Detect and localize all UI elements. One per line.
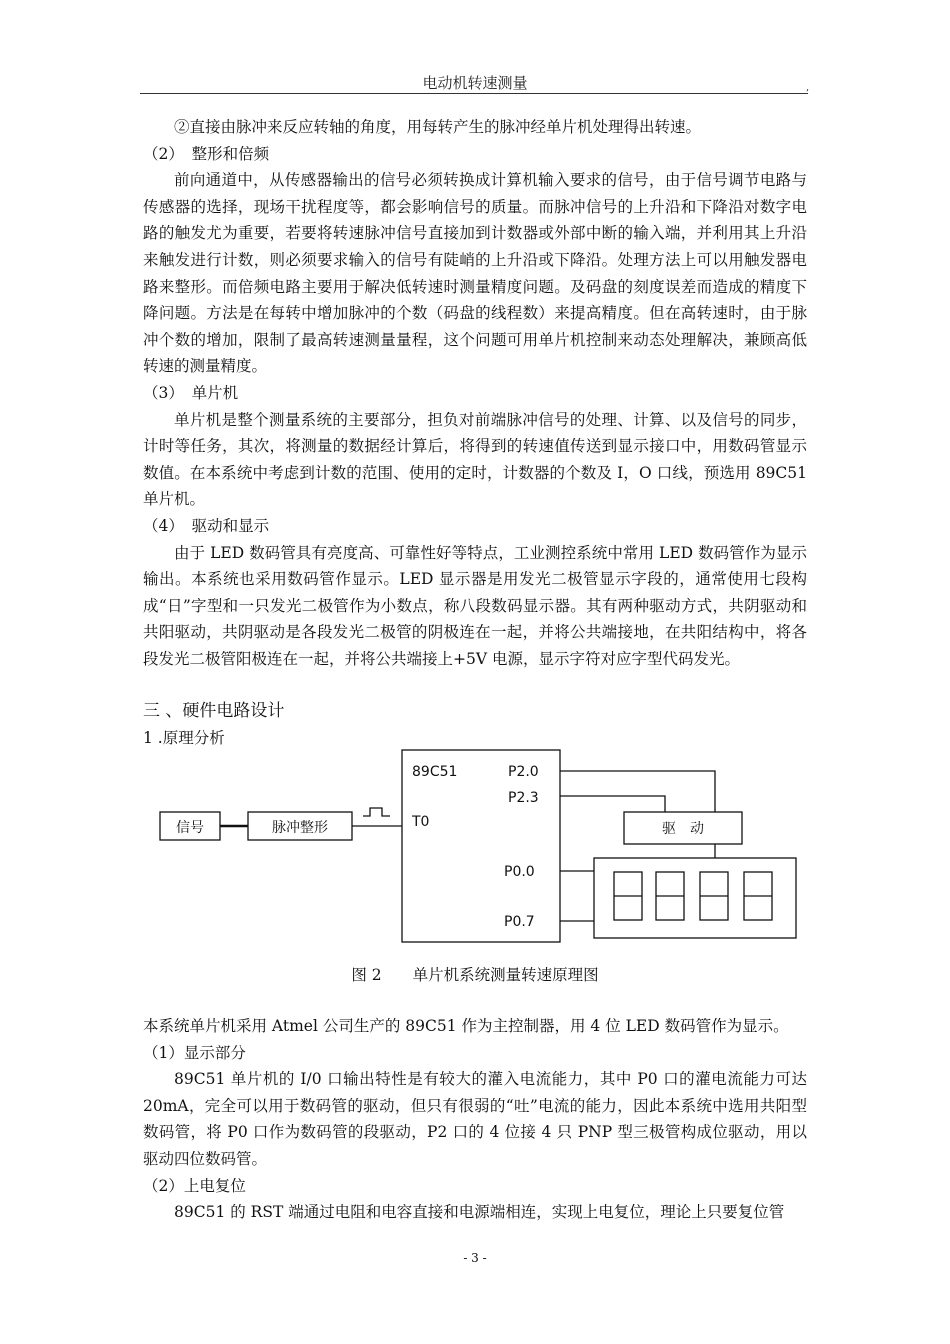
paragraph-mcu: 单片机是整个测量系统的主要部分，担负对前端脉冲信号的处理、计算、以及信号的同步，计时等任务，其次，将测量的数据经计算后，将得到的转速值传送到显示接口中，用数码管显示数值。在本系统中考虑到计数的范围、使用的定时，计数器的个数及 I，O 口线，预选用 89C51 单片机。 [143, 410, 807, 509]
heading-display: （1）显示部分 [143, 1043, 246, 1062]
mcu-label: 89C51 [412, 764, 458, 780]
shaper-label: 脉冲整形 [272, 820, 328, 836]
body-section-a [143, 114, 807, 752]
page-number: - 3 - [463, 1251, 487, 1265]
t0-label: T0 [412, 814, 430, 830]
header-mark: , [806, 82, 810, 93]
pulse-symbol [363, 808, 390, 816]
paragraph-intro: 本系统单片机采用 Atmel 公司生产的 89C51 作为主控制器，用 4 位 LED 数码管作为显示。 [143, 1017, 789, 1035]
paragraph-display: 89C51 单片机的 I/0 口输出特性是有较大的灌入电流能力，其中 P0 口的灌电流能力可达 20mA，完全可以用于数码管的驱动，但只有很弱的“吐”电流的能力，因此本系统中选用共阳型数码管，将 P0 口作为数码管的段驱动，P2 口的 4 位接 4 只 PNP 型三极管构成位驱动，用以驱动四位数码管。 [143, 1070, 807, 1168]
paragraph-reset: 89C51 的 RST 端通过电阻和电容直接和电源端相连，实现上电复位，理论上只要复位管 [174, 1203, 785, 1222]
heading-principle: 1 .原理分析 [143, 729, 225, 748]
body-section-b [143, 1013, 807, 1226]
p23-line [560, 796, 665, 812]
p00-label: P0.0 [504, 864, 535, 880]
signal-label: 信号 [176, 820, 204, 836]
heading-drive: （4） 驱动和显示 [143, 516, 270, 535]
block-diagram [150, 746, 810, 946]
header-rule [140, 93, 808, 94]
p07-label: P0.7 [504, 914, 535, 930]
heading-reset: （2）上电复位 [143, 1176, 246, 1195]
item-2-text: ②直接由脉冲来反应转轴的角度，用每转产生的脉冲经单片机处理得出转速。 [174, 118, 702, 136]
heading-mcu: （3） 单片机 [143, 383, 239, 402]
p23-label: P2.3 [508, 790, 539, 806]
p20-label: P2.0 [508, 764, 539, 780]
heading-hardware: 三 、硬件电路设计 [143, 701, 285, 722]
running-header: 电动机转速测量 [422, 74, 528, 92]
p20-line [560, 771, 715, 812]
display-box [594, 858, 796, 938]
figure-caption: 图 2 单片机系统测量转速原理图 [351, 966, 599, 984]
driver-label: 驱 动 [662, 821, 704, 837]
seven-seg-digits [614, 872, 772, 920]
heading-shaping: （2） 整形和倍频 [143, 144, 270, 163]
paragraph-shaping: 前向通道中，从传感器输出的信号必须转换成计算机输入要求的信号，由于信号调节电路与传感器的选择，现场干扰程度等，都会影响信号的质量。而脉冲信号的上升沿和下降沿对数字电路的触发尤为重要，若要将转速脉冲信号直接加到计数器或外部中断的输入端，并利用其上升沿来触发进行计数，则必须要求输入的信号有陡峭的上升沿或下降沿。处理方法上可以用触发器电路来整形。而倍频电路主要用于解决低转速时测量精度问题。及码盘的刻度误差而造成的精度下降问题。方法是在每转中增加脉冲的个数（码盘的线程数）来提高精度。但在高转速时，由于脉冲个数的增加，限制了最高转速测量量程，这个问题可用单片机控制来动态处理解决，兼顾高低转速的测量精度。 [143, 171, 807, 376]
paragraph-drive: 由于 LED 数码管具有亮度高、可靠性好等特点，工业测控系统中常用 LED 数码管作为显示输出。本系统也采用数码管作显示。LED 显示器是用发光二极管显示字段的，通常使用七段构成“日”字型和一只发光二极管作为小数点，称八段数码显示器。其有两种驱动方式，共阴驱动和共阳驱动，共阴驱动是各段发光二极管的阴极连在一起，并将公共端接地，在共阳结构中，将各段发光二极管阳极连在一起，并将公共端接上+5V 电源，显示字符对应字型代码发光。 [143, 543, 807, 668]
